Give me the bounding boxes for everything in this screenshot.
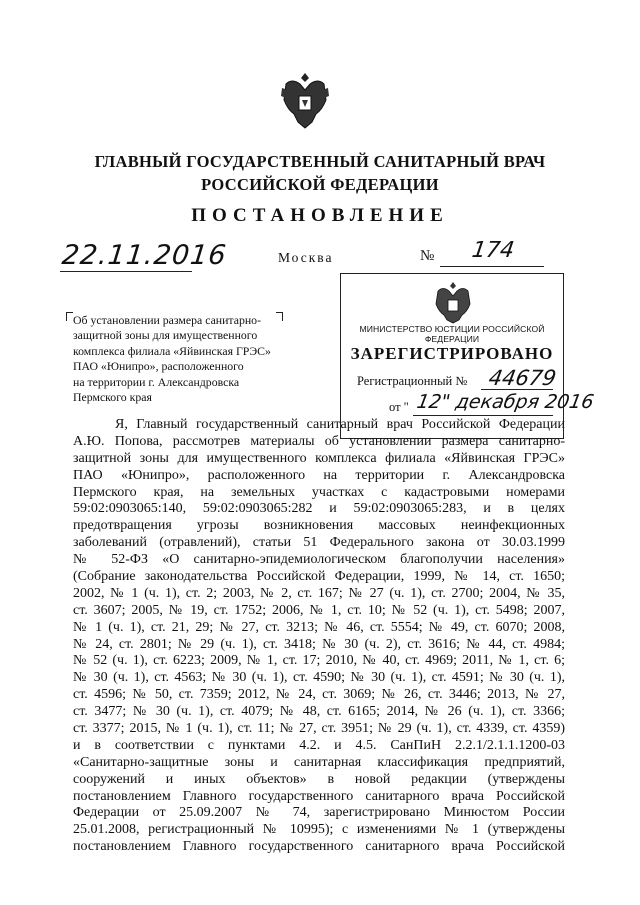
body-line: А.Ю. Попова, рассмотрев материалы об установлении размера санитарно- <box>73 433 565 449</box>
document-type-title: ПОСТАНОВЛЕНИЕ <box>191 205 449 226</box>
body-line: ПАО «Юнипро», расположенного на территории г. Александровска <box>73 467 565 483</box>
body-line: 2002, № 1 (ч. 1), ст. 2; 2003, № 2, ст. 167; № 27 (ч. 1), ст. 2700; 2004, № 35, <box>73 585 565 601</box>
stamp-registered-label: ЗАРЕГИСТРИРОВАНО <box>350 344 554 363</box>
body-line: (Собрание законодательства Российской Федерации, 1999, № 14, ст. 1650; <box>73 569 565 585</box>
coat-of-arms-emblem <box>278 70 332 132</box>
subject-line: комплекса филиала «Яйвинская ГРЭС» <box>73 343 271 358</box>
stamp-reg-number-label: Регистрационный № <box>357 374 468 388</box>
number-underline <box>440 266 544 267</box>
body-line: № 52-ФЗ «О санитарно-эпидемиологическом благополучии населения» <box>73 552 565 568</box>
body-line: ст. 3477; № 30 (ч. 1), ст. 4079; № 48, ст. 6165; 2014, № 26 (ч. 1), ст. 3366; <box>73 704 565 720</box>
subject-bracket-left <box>66 312 73 321</box>
stamp-handwritten-date: 12" декабря 2016 <box>415 391 596 413</box>
subject-line: на территории г. Александровска <box>73 374 240 389</box>
body-line: Пермского края, на земельных участках с кадастровыми номерами <box>73 484 565 500</box>
body-line: предотвращения угрозы возникновения массовых неинфекционных <box>73 518 565 534</box>
body-line: 25.01.2008, регистрационный № 10995); с изменениями № 1 (утверждены <box>73 822 565 838</box>
handwritten-date: 22.11.2016 <box>60 240 229 271</box>
body-line: заболеваний (отравлений), статьи 51 Федерального закона от 30.03.1999 <box>73 535 565 551</box>
body-line: № 24, ст. 2801; № 29 (ч. 1), ст. 3418; № 30 (ч. 2), ст. 3616; № 44, ст. 4984; <box>73 636 565 652</box>
number-sign: № <box>420 248 435 264</box>
date-underline <box>60 271 192 272</box>
body-line: ст. 3607; 2005, № 19, ст. 1752; 2006, № 1, ст. 10; № 52 (ч. 1), ст. 5498; 2007, <box>73 602 565 618</box>
handwritten-number: 174 <box>470 238 516 263</box>
body-line: сооружений и иных объектов» в новой редакции (утверждены <box>73 771 565 787</box>
body-line: Федерации от 25.09.2007 № 74, зарегистрировано Минюстом России <box>73 805 565 821</box>
stamp-ministry-name: МИНИСТЕРСТВО ЮСТИЦИИ РОССИЙСКОЙ ФЕДЕРАЦИИ <box>359 324 545 344</box>
subject-line: ПАО «Юнипро», расположенного <box>73 359 244 374</box>
stamp-emblem-icon <box>431 280 475 324</box>
body-line: 59:02:0903065:140, 59:02:0903065:282 и 59:02:0903065:283, и в целях <box>73 501 565 517</box>
body-line: «Санитарно-защитные зоны и санитарная классификация предприятий, <box>73 754 565 770</box>
body-line: № 52 (ч. 1), ст. 6223; 2009, № 1, ст. 17; 2010, № 40, ст. 4969; 2011, № 1, ст. 6; <box>73 653 565 669</box>
stamp-date-underline <box>413 415 553 416</box>
subject-line: Пермского края <box>73 390 152 405</box>
body-line: и в соответствии с пунктами 4.2. и 4.5. СанПиН 2.2.1/2.1.1.1200-03 <box>73 737 565 753</box>
document-subject <box>73 313 283 405</box>
subject-line: защитной зоны для имущественного <box>73 328 258 343</box>
body-line: постановлением Главного государственного санитарного врача Российской <box>73 788 565 804</box>
document-body <box>73 417 565 856</box>
issuer-title-line1: ГЛАВНЫЙ ГОСУДАРСТВЕННЫЙ САНИТАРНЫЙ ВРАЧ <box>94 152 546 171</box>
body-line: № 1 (ч. 1), ст. 21, 29; № 27, ст. 3213; № 46, ст. 5554; № 49, ст. 6070; 2008, <box>73 619 565 635</box>
body-line: ст. 4596; № 50, ст. 7359; 2012, № 24, ст. 3069; № 26, ст. 3446; 2013, № 27, <box>73 687 565 703</box>
stamp-handwritten-reg-number: 44679 <box>486 366 558 390</box>
body-line: защитной зоны для имущественного комплекса филиала «Яйвинская ГРЭС» <box>73 450 565 466</box>
stamp-number-underline <box>481 389 553 390</box>
city-label: Москва <box>278 250 334 265</box>
subject-line: Об установлении размера санитарно- <box>73 313 262 327</box>
body-line: Я, Главный государственный санитарный врач Российской Федерации <box>115 417 565 432</box>
body-line: № 30 (ч. 1), ст. 4563; № 30 (ч. 1), ст. 4590; № 30 (ч. 1), ст. 4591; № 30 (ч. 1), <box>73 670 565 686</box>
body-line: постановлением Главного государственного санитарного врача Российской <box>73 839 565 855</box>
body-line: ст. 3377; 2015, № 1 (ч. 1), ст. 11; № 27, ст. 3951; № 29 (ч. 1), ст. 4339, ст. 4359) <box>73 721 565 737</box>
issuer-title-line2: РОССИЙСКОЙ ФЕДЕРАЦИИ <box>201 175 439 194</box>
stamp-date-label: от " <box>389 400 409 414</box>
